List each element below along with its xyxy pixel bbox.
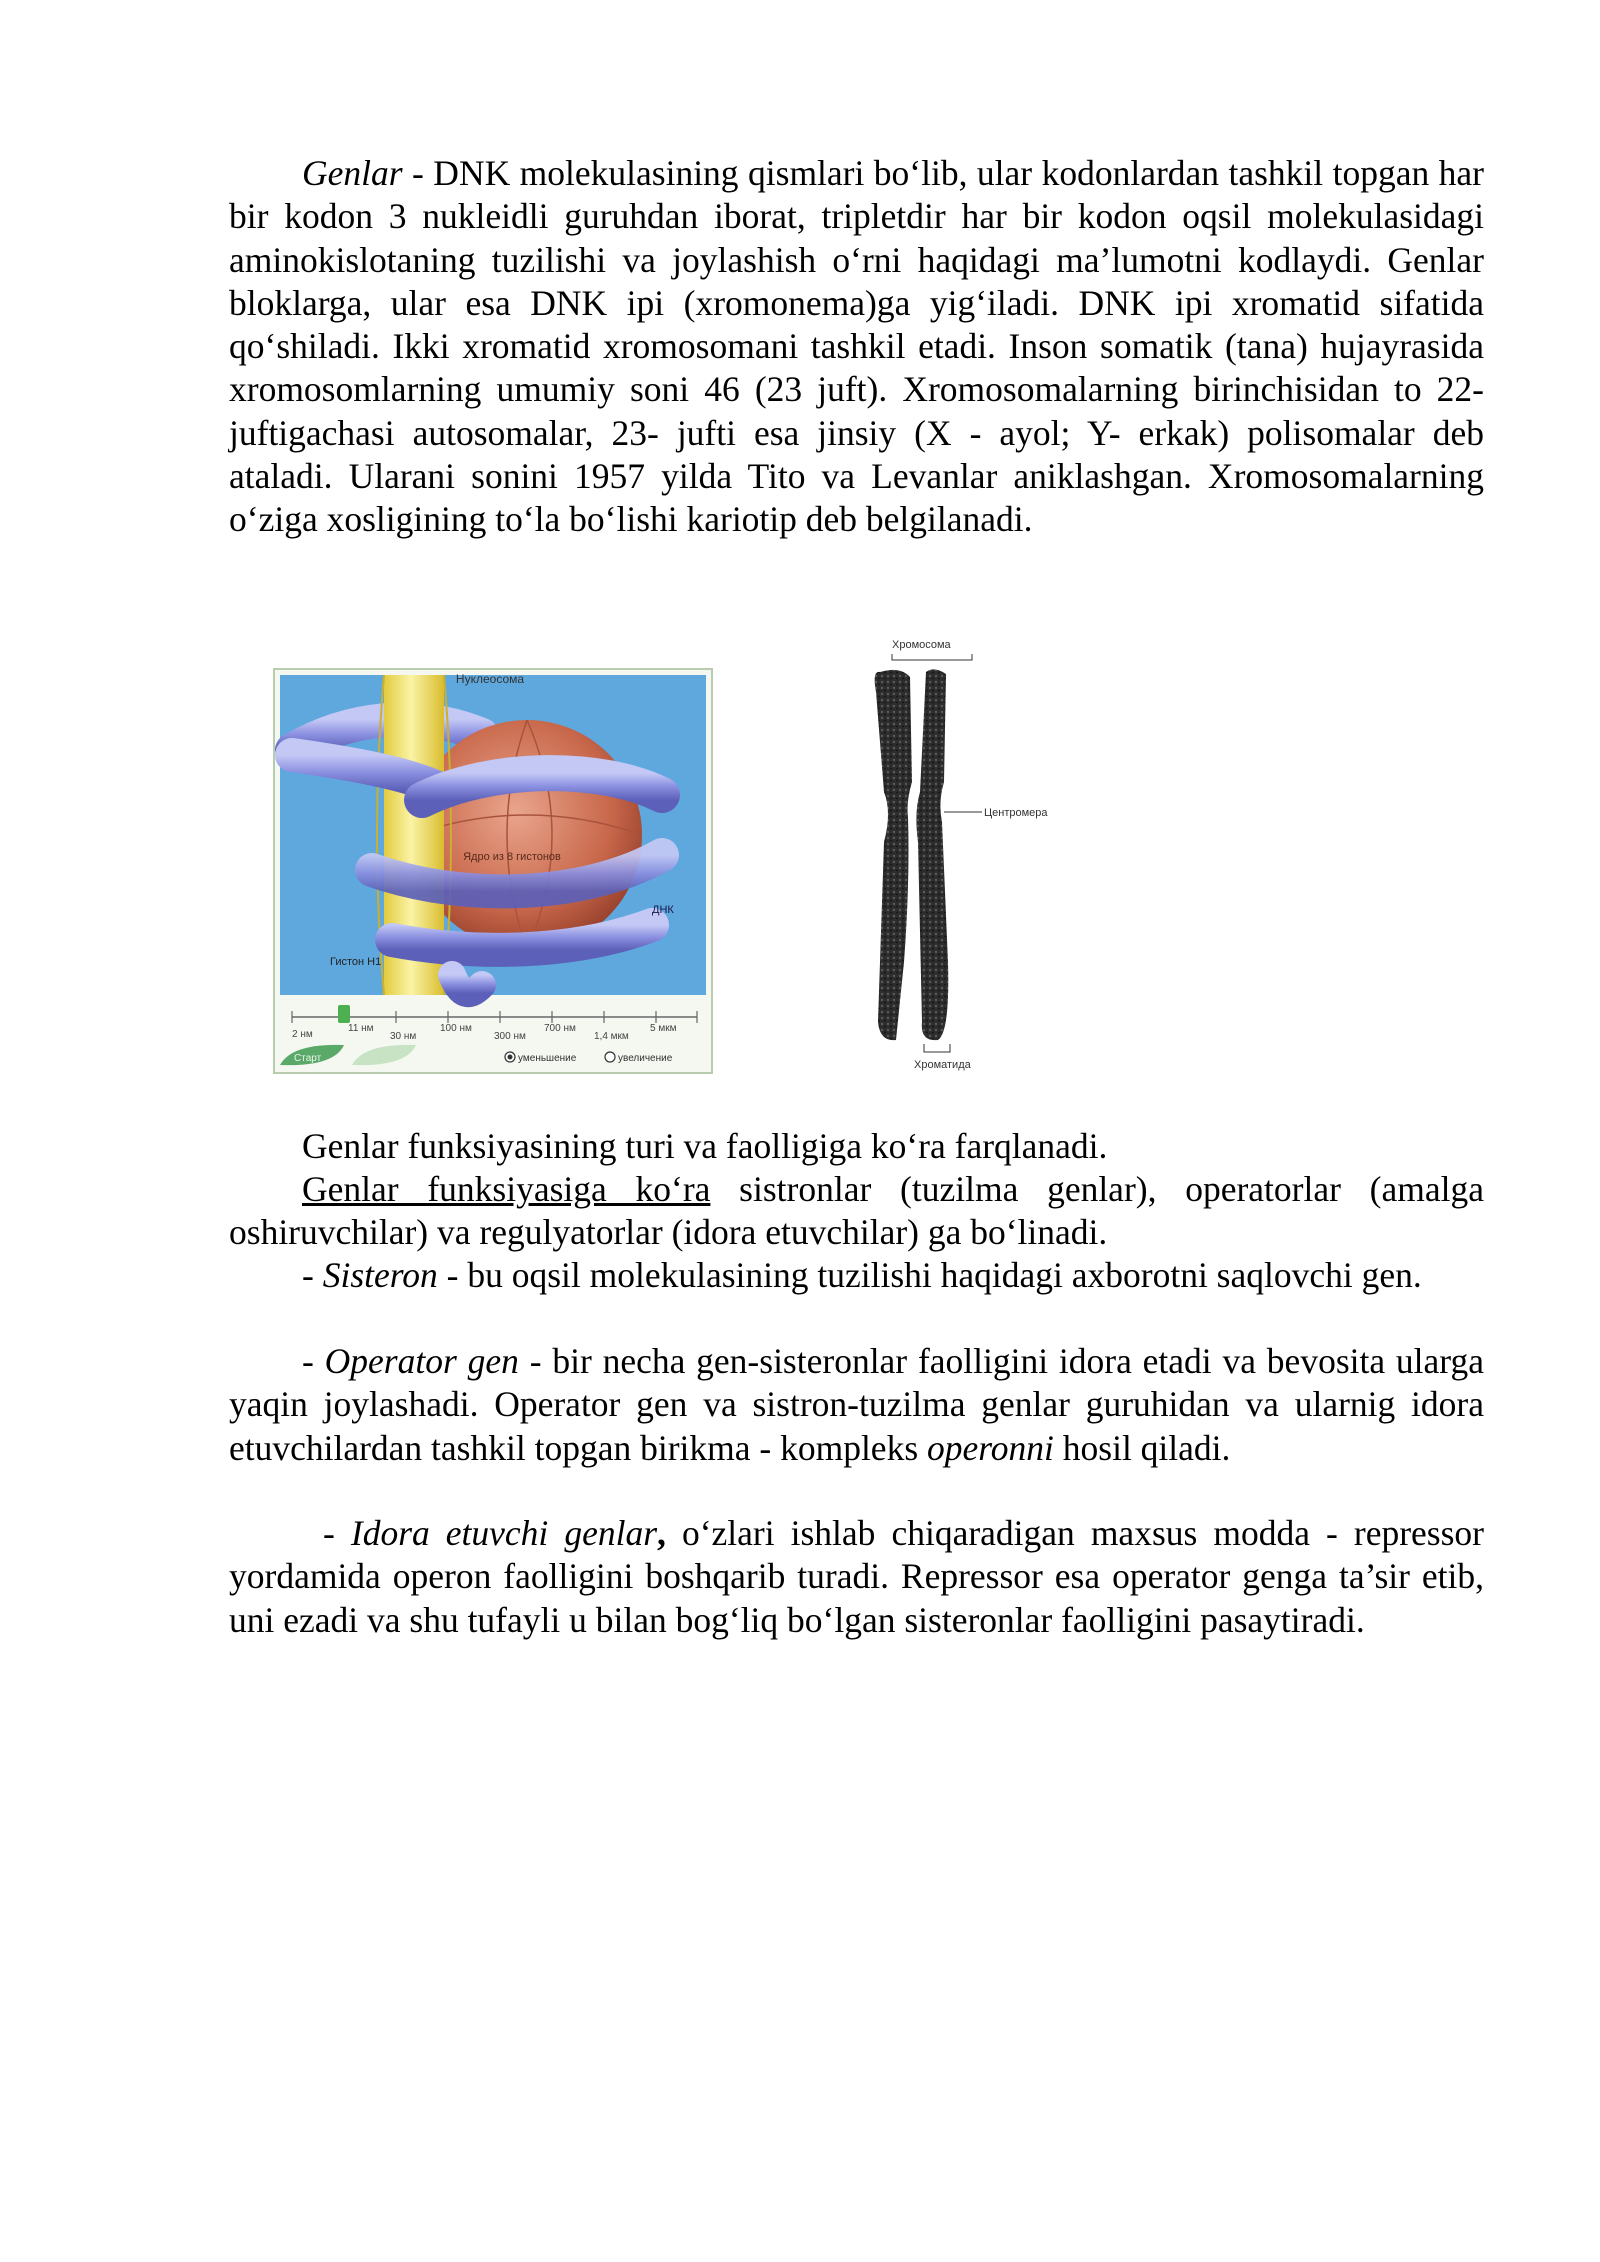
chromosome-figure — [862, 632, 1084, 1072]
nucleosome-figure — [272, 655, 716, 1087]
paragraph-text: Genlar funksiyasining turi va faolligiga ko‘ra farqlanadi. — [302, 1126, 1108, 1166]
dash: - — [302, 1255, 323, 1295]
scale-tick: 11 нм — [348, 1023, 374, 1034]
scale-tick: 5 мкм — [650, 1023, 677, 1034]
paragraph-genlar-definition — [229, 152, 1484, 542]
paragraph-text: - bu oqsil molekulasining tuzilishi haqidagi axborotni saqlovchi gen. — [437, 1255, 1422, 1295]
chromosome-label: Хромосома — [892, 639, 951, 651]
comma: , — [657, 1513, 666, 1553]
term-operator-gen: Operator gen — [324, 1341, 519, 1381]
histone-label: Гистон Н1 — [330, 956, 382, 968]
paragraph-text: - DNK molekulasining qismlari bo‘lib, ular kodonlardan tashkil topgan har bir kodon 3 nukleidli guruhdan iborat, tripletdir har bir kodon oqsil molekulasidagi aminokislotaning tuzilishi va joylashish o‘rni haqidagi ma’lumotni kodlaydi. Genlar bloklarga, ular esa DNK ipi (xromonema)ga yig‘iladi. DNK ipi xromatid sifatida qo‘shiladi. Ikki xromatid xromosomani tashkil etadi. Inson somatik (tana) hujayrasida xromosomlarning umumiy soni 46 (23 juft). Xromosomalarning birinchisidan to 22- juftigachasi autosomalar, 23- jufti esa jinsiy (X - ayol; Y- erkak) polisomalar deb ataladi. Ularani sonini 1957 yilda Tito va Levanlar aniklashgan. Xromosomalarning o‘ziga xosligining to‘la bo‘lishi kariotip deb belgilanadi. — [229, 153, 1484, 540]
radio-increase[interactable] — [605, 1052, 615, 1062]
chromatid-left — [875, 670, 912, 1040]
paragraph-text: - bir necha gen-sisteronlar faolligini idora etadi va bevosita ularga yaqin joylashadi. Operator gen va sistron-tuzilma genlar guruhidan va ularnig idora etuvchilardan tashkil topgan birikma - kompleks — [229, 1341, 1484, 1468]
core-label: Ядро из 8 гистонов — [463, 851, 561, 863]
nucleosome-title: Нуклеосома — [455, 672, 525, 686]
scale-tick: 30 нм — [390, 1031, 417, 1042]
scale-slider[interactable] — [338, 1005, 350, 1023]
scale-tick: 1,4 мкм — [594, 1031, 629, 1042]
paragraph-operator — [229, 1340, 1484, 1470]
radio-increase-label: увеличение — [618, 1053, 673, 1064]
chromatid-right — [916, 669, 948, 1040]
underlined-heading: Genlar funksiyasiga ko‘ra — [302, 1169, 711, 1209]
start-button-label: Старт — [294, 1053, 322, 1064]
paragraph-text-end: hosil qiladi. — [1053, 1427, 1231, 1468]
paragraph-functions — [229, 1168, 1484, 1255]
paragraph-text: sistronlar (tuzilma genlar), operatorlar (amalga oshiruvchilar) va regulyatorlar (idora etuvchilar) ga bo‘linadi. — [229, 1169, 1484, 1253]
chromatid-label: Хроматида — [914, 1059, 971, 1071]
term-operonni: operonni — [927, 1427, 1054, 1468]
dna-label: ДНК — [652, 904, 674, 916]
paragraph-idora — [229, 1512, 1484, 1642]
term-genlar: Genlar — [302, 153, 403, 193]
paragraph-classification — [229, 1125, 1484, 1168]
paragraph-text: o‘zlari ishlab chiqaradigan maxsus modda - repressor yordamida operon faolligini boshqarib turadi. Repressor esa operator genga ta’sir etib, uni ezadi va shu tufayli u bilan bog‘liq bo‘lgan sisteronlar faolligini pasaytiradi. — [229, 1513, 1484, 1640]
scale-tick: 100 нм — [440, 1023, 472, 1034]
scale-tick: 300 нм — [494, 1031, 526, 1042]
dash: - — [302, 1341, 325, 1381]
radio-decrease-label: уменьшение — [518, 1053, 577, 1064]
dash: - — [323, 1513, 351, 1553]
scale-tick: 700 нм — [544, 1023, 576, 1034]
term-sisteron: Sisteron — [322, 1255, 438, 1295]
paragraph-sisteron — [229, 1254, 1484, 1297]
term-idora-etuvchi-genlar: Idora etuvchi genlar — [350, 1513, 658, 1553]
scale-tick: 2 нм — [292, 1029, 313, 1040]
centromere-label: Центромера — [984, 807, 1048, 819]
histone-core — [412, 720, 642, 950]
